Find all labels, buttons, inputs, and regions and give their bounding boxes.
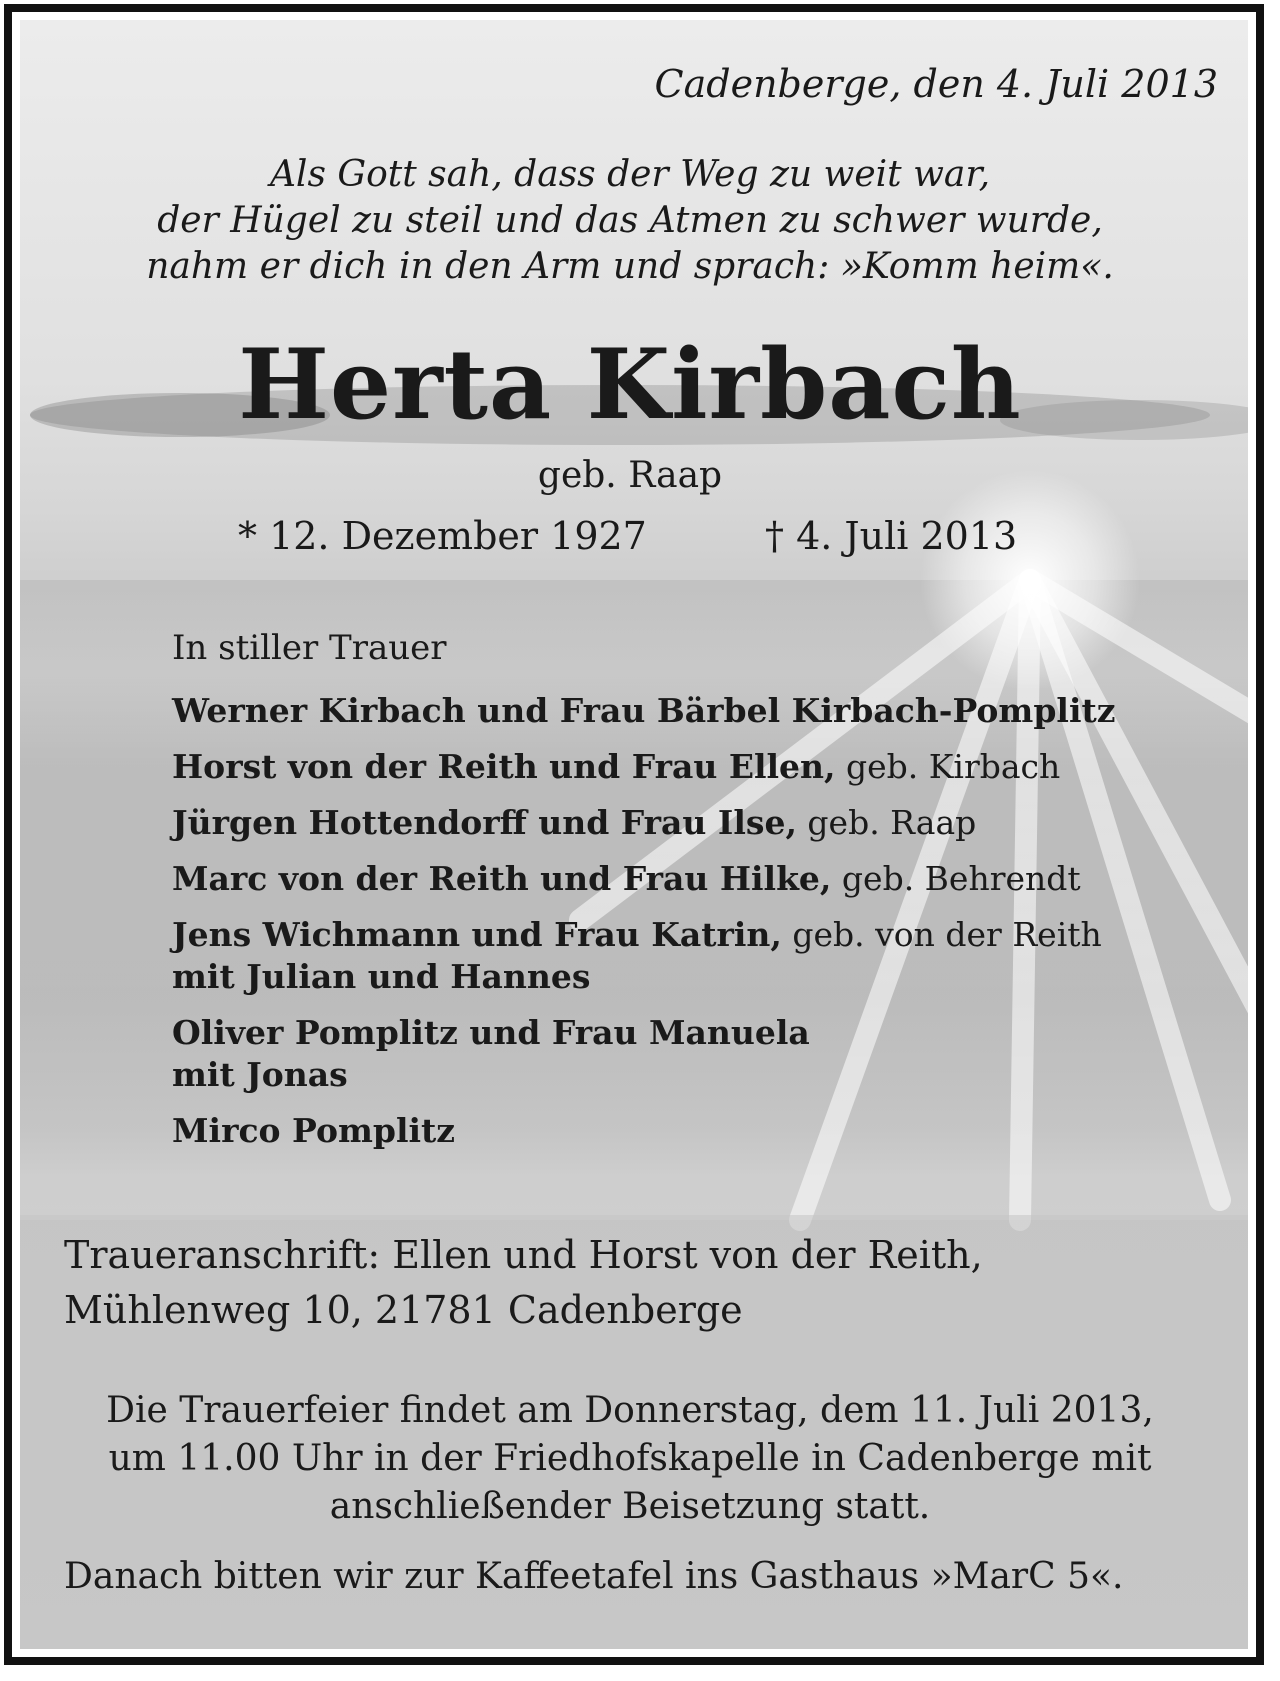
mourner-names: Horst von der Reith und Frau Ellen, [172,747,836,786]
address-line: Traueranschrift: Ellen und Horst von der Reith, [64,1233,983,1277]
verse-line: Als Gott sah, dass der Weg zu weit war, [269,154,991,195]
deceased-name: Herta Kirbach [238,328,1022,441]
mourner-suffix: geb. Behrendt [831,859,1081,898]
birth-date: * 12. Dezember 1927 [238,514,647,558]
list-item [172,1012,1115,1096]
list-item [172,1110,1115,1152]
verse-line: der Hügel zu steil und das Atmen zu schwer wurde, [157,200,1103,241]
mourner-names: Jens Wichmann und Frau Katrin, [172,915,782,954]
funeral-ceremony-info [0,1387,1260,1531]
mourner-names: Marc von der Reith und Frau Hilke, [172,859,832,898]
mourners-list [172,690,1115,1166]
mourner-suffix: geb. Raap [796,803,977,842]
list-item [172,914,1115,998]
list-item [172,690,1115,732]
mourner-extra: mit Julian und Hannes [172,957,591,996]
verse [0,152,1260,290]
list-item [172,746,1115,788]
ceremony-line: um 11.00 Uhr in der Friedhofskapelle in Cadenberge mit [108,1438,1152,1479]
verse-line: nahm er dich in den Arm und sprach: »Komm heim«. [146,246,1114,287]
mourner-names: Jürgen Hottendorff und Frau Ilse, [172,803,797,842]
mourner-names: Mirco Pomplitz [172,1111,456,1150]
list-item [172,802,1115,844]
mourner-names: Werner Kirbach und Frau Bärbel Kirbach-Pomplitz [172,691,1116,730]
coffee-invitation: Danach bitten wir zur Kaffeetafel ins Gasthaus »MarC 5«. [64,1556,1124,1597]
mourner-suffix: geb. Kirbach [835,747,1061,786]
date-line: Cadenberge, den 4. Juli 2013 [654,62,1218,106]
mourner-suffix: geb. von der Reith [781,915,1102,954]
maiden-name: geb. Raap [537,455,723,496]
death-date: † 4. Juli 2013 [765,514,1018,558]
ceremony-line: anschließender Beisetzung statt. [329,1486,931,1527]
mourning-label: In stiller Trauer [172,628,447,668]
mourner-extra: mit Jonas [172,1055,348,1094]
mourner-names: Oliver Pomplitz und Frau Manuela [172,1013,810,1052]
list-item [172,858,1115,900]
ceremony-line: Die Trauerfeier findet am Donnerstag, dem 11. Juli 2013, [106,1390,1154,1431]
condolence-address [64,1228,983,1338]
address-line: Mühlenweg 10, 21781 Cadenberge [64,1288,743,1332]
